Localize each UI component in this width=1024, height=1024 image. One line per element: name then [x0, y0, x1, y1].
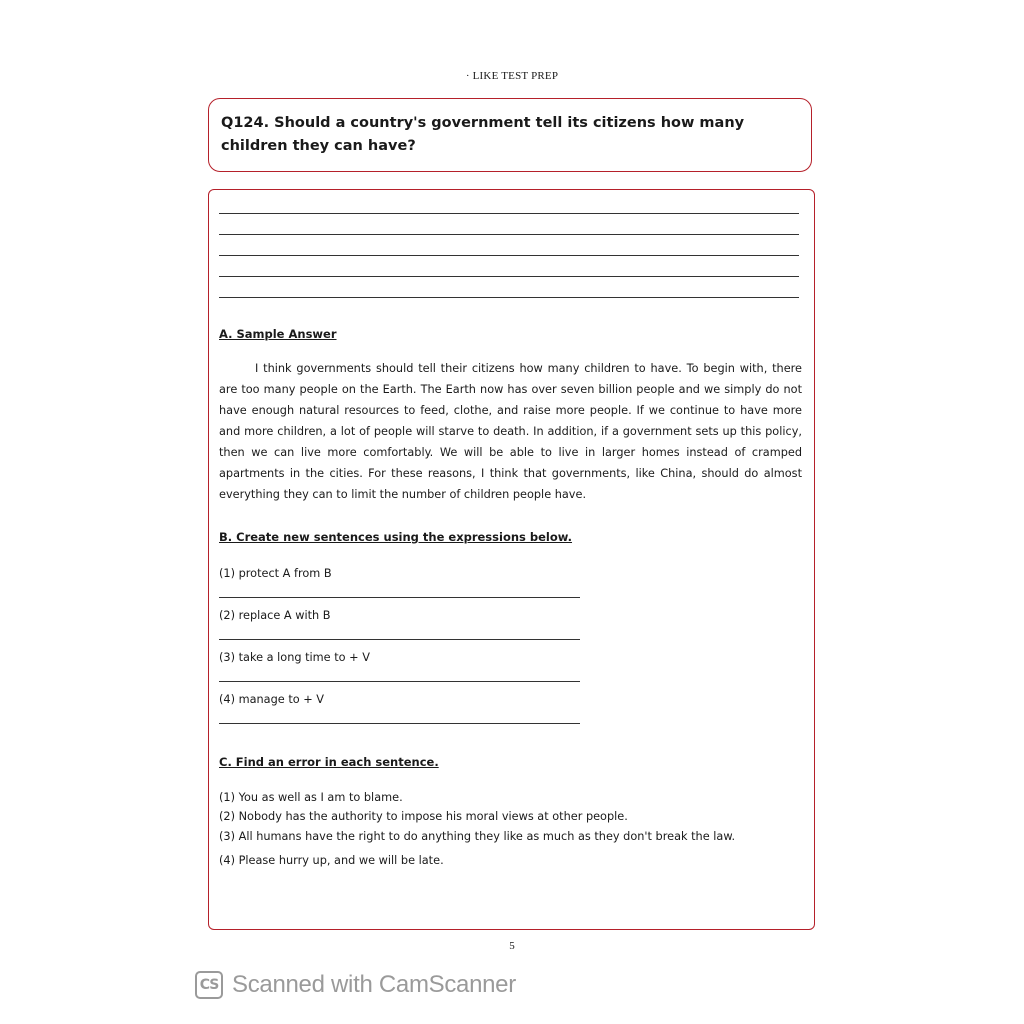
question-box	[208, 98, 812, 172]
answer-line	[219, 597, 580, 598]
expression-item: (3) take a long time to + V	[219, 651, 370, 664]
error-sentence: (4) Please hurry up, and we will be late.	[219, 854, 444, 867]
writing-line	[219, 213, 799, 214]
writing-line	[219, 234, 799, 235]
answer-line	[219, 681, 580, 682]
writing-line	[219, 297, 799, 298]
error-sentence: (1) You as well as I am to blame.	[219, 791, 403, 804]
camscanner-watermark	[195, 969, 516, 1001]
expression-item: (2) replace A with B	[219, 609, 331, 622]
answer-line	[219, 639, 580, 640]
answer-line	[219, 723, 580, 724]
expression-item: (4) manage to + V	[219, 693, 325, 706]
error-sentence: (3) All humans have the right to do anything they like as much as they don't break the law.	[219, 830, 736, 843]
watermark-text: Scanned with CamScanner	[232, 971, 516, 998]
camscanner-logo-icon: CS	[195, 971, 223, 999]
sample-answer-title: A. Sample Answer	[219, 327, 337, 341]
writing-line	[219, 255, 799, 256]
question-text: Q124. Should a country's government tell its citizens how many children they can have?	[221, 115, 745, 154]
writing-line	[219, 276, 799, 277]
page-number: 5	[509, 940, 515, 952]
sample-answer-text: I think governments should tell their citizens how many children to have. To begin with, there are too many people on the Earth. The Earth now has over seven billion people and we simply do not have enough natural resources to feed, clothe, and raise more people. If we continue to have more and more children, a lot of people will starve to death. In addition, if a government sets up this policy, then we can live more comfortably. We will be able to live in larger homes instead of cramped apartments in the cities. For these reasons, I think that governments, like China, should do almost everything they can to limit the number of children people have.	[219, 362, 802, 501]
section-b-title: B. Create new sentences using the expressions below.	[219, 530, 573, 544]
error-sentence: (2) Nobody has the authority to impose his moral views at other people.	[219, 810, 628, 823]
page-header: · LIKE TEST PREP	[465, 70, 559, 82]
section-c-title: C. Find an error in each sentence.	[219, 755, 439, 769]
expression-item: (1) protect A from B	[219, 567, 332, 580]
